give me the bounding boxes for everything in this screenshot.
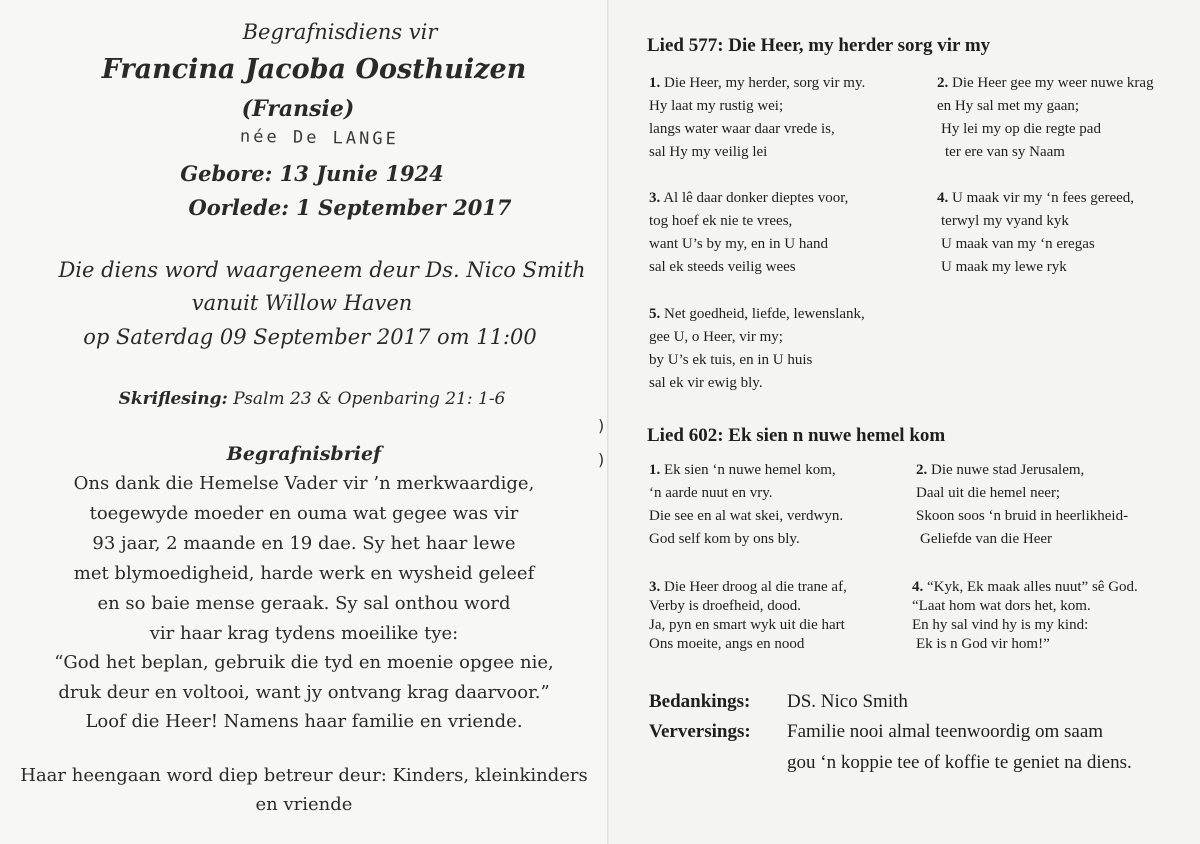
verse-line: Hy laat my rustig wei; — [649, 98, 784, 114]
letter-title: Begrafnisbrief — [226, 443, 382, 465]
verse-line: langs water waar daar vrede is, — [649, 121, 835, 137]
hymn-602-title: Lied 602: Ek sien n nuwe hemel kom — [647, 425, 946, 446]
verse-line: gee U, o Heer, vir my; — [649, 329, 783, 345]
hymn-602-verse-1 — [649, 459, 843, 551]
thanks-text: DS. Nico Smith — [787, 691, 908, 712]
scripture-label: Skriflesing: — [118, 389, 228, 409]
verse-line: U maak vir my ‘n fees gereed, — [952, 190, 1135, 206]
verse-line: Ja, pyn en smart wyk uit die hart — [649, 617, 845, 633]
verse-line: ‘n aarde nuut en vry. — [649, 485, 773, 501]
verse-line: ter ere van sy Naam — [945, 144, 1065, 160]
birth-date: Gebore: 13 Junie 1924 — [180, 161, 444, 186]
verse-line: Daal uit die hemel neer; — [916, 485, 1061, 501]
hymn-602-verse-3 — [649, 578, 847, 654]
verse-line: Die nuwe stad Jerusalem, — [931, 462, 1085, 478]
verse-line: “Kyk, Ek maak alles nuut” sê God. — [927, 579, 1138, 595]
verse-line: terwyl my vyand kyk — [941, 213, 1069, 229]
verse-number: 2. — [916, 462, 928, 478]
verse-line: en Hy sal met my gaan; — [937, 98, 1080, 114]
verse-line: Die see en al wat skei, verdwyn. — [649, 508, 844, 524]
verse-number: 1. — [649, 75, 661, 91]
verse-line: Hy lei my op die regte pad — [941, 121, 1101, 137]
verse-number: 3. — [649, 190, 661, 206]
refreshments-label: Verversings: — [649, 721, 751, 742]
letter-line: vir haar krag tydens moeilike tye: — [149, 623, 459, 644]
hymn-577-verse-2 — [937, 72, 1154, 164]
verse-line: sal ek vir ewig bly. — [649, 375, 763, 391]
service-line-officiant: Die diens word waargeneem deur Ds. Nico Smith — [58, 258, 586, 282]
letter-line: 93 jaar, 2 maande en 19 dae. Sy het haar lewe — [92, 533, 516, 554]
hymn-602-verse-2 — [916, 459, 1128, 551]
death-date: Oorlede: 1 September 2017 — [188, 195, 512, 220]
verse-line: want U’s by my, en in U hand — [649, 236, 829, 252]
letter-line: druk deur en voltooi, want jy ontvang krag daarvoor.” — [58, 682, 550, 703]
verse-line: Die Heer gee my weer nuwe krag — [952, 75, 1154, 91]
verse-number: 5. — [649, 306, 661, 322]
refreshments-line: gou ‘n koppie tee of koffie te geniet na diens. — [787, 752, 1132, 773]
fold-mark: ) — [598, 450, 605, 469]
verse-number: 1. — [649, 462, 661, 478]
verse-line: Skoon soos ‘n bruid in heerlikheid- — [916, 508, 1129, 524]
verse-line: Ek sien ‘n nuwe hemel kom, — [664, 462, 836, 478]
verse-line: Net goedheid, liefde, lewenslank, — [664, 306, 865, 322]
letter-line: toegewyde moeder en ouma wat gegee was vir — [89, 503, 519, 524]
service-line-venue: vanuit Willow Haven — [191, 291, 413, 315]
service-line-datetime: op Saterdag 09 September 2017 om 11:00 — [83, 325, 537, 349]
hymn-602-verse-4 — [912, 578, 1138, 654]
letter-line: met blymoedigheid, harde werk en wysheid geleef — [73, 563, 535, 584]
verse-line: Geliefde van die Heer — [920, 531, 1053, 547]
verse-line: Die Heer droog al die trane af, — [664, 579, 847, 595]
verse-line: sal ek steeds veilig wees — [649, 259, 796, 275]
hymn-577-verse-4 — [937, 187, 1134, 279]
deceased-nickname: (Fransie) — [241, 96, 355, 122]
verse-line: U maak my lewe ryk — [941, 259, 1067, 275]
hymn-577-verse-1 — [649, 72, 865, 164]
verse-line: “Laat hom wat dors het, kom. — [912, 598, 1091, 614]
verse-line: Die Heer, my herder, sorg vir my. — [664, 75, 866, 91]
scripture-text: Psalm 23 & Openbaring 21: 1-6 — [227, 389, 506, 409]
verse-number: 4. — [937, 190, 949, 206]
mourners-line: Haar heengaan word diep betreur deur: Kinders, kleinkinders — [20, 765, 588, 786]
refreshments-line: Familie nooi almal teenwoordig om saam — [787, 721, 1104, 742]
letter-line: en so baie mense geraak. Sy sal onthou word — [97, 593, 511, 614]
verse-line: En hy sal vind hy is my kind: — [912, 617, 1089, 633]
letter-line: Ons dank die Hemelse Vader vir ’n merkwaardige, — [73, 473, 535, 494]
verse-line: by U’s ek tuis, en in U huis — [649, 352, 813, 368]
verse-line: God self kom by ons bly. — [649, 531, 800, 547]
right-panel — [609, 0, 1200, 844]
verse-number: 3. — [649, 579, 661, 595]
letter-line: “God het beplan, gebruik die tyd en moenie opgee nie, — [54, 652, 554, 673]
hymn-577-verse-5 — [649, 303, 865, 395]
verse-number: 2. — [937, 75, 949, 91]
letter-line: Loof die Heer! Namens haar familie en vriende. — [85, 711, 523, 732]
verse-line: sal Hy my veilig lei — [649, 144, 768, 160]
verse-line: Ons moeite, angs en nood — [649, 636, 805, 652]
deceased-name: Francina Jacoba Oosthuizen — [101, 54, 527, 85]
scripture-reading — [8, 389, 616, 409]
thanks-label: Bedankings: — [649, 691, 751, 712]
verse-line: Ek is n God vir hom!” — [916, 636, 1050, 652]
verse-line: Verby is droefheid, dood. — [649, 598, 802, 614]
verse-line: Al lê daar donker dieptes voor, — [663, 190, 849, 206]
fold-mark: ) — [598, 416, 605, 435]
verse-number: 4. — [912, 579, 924, 595]
service-heading: Begrafnisdiens vir — [242, 20, 438, 44]
verse-line: U maak van my ‘n eregas — [941, 236, 1095, 252]
mourners-line: en vriende — [255, 794, 353, 815]
verse-line: tog hoef ek nie te vrees, — [649, 213, 793, 229]
hymn-577-verse-3 — [649, 187, 848, 279]
hymn-577-title: Lied 577: Die Heer, my herder sorg vir my — [647, 35, 991, 56]
maiden-name-handwritten: née De LANGE — [239, 126, 399, 150]
